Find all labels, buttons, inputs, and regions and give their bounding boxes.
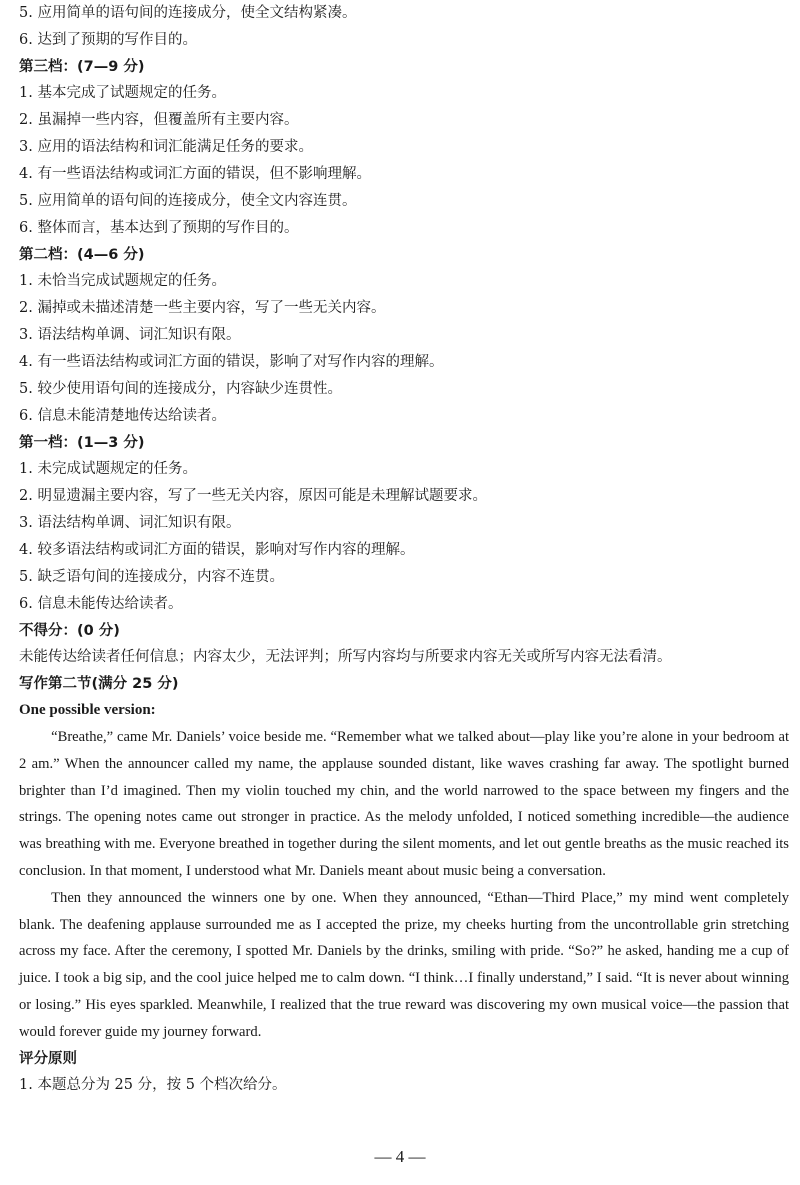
criteria-line: 5. 较少使用语句间的连接成分，内容缺少连贯性。 <box>19 381 342 397</box>
criteria-line: 2. 明显遗漏主要内容，写了一些无关内容，原因可能是未理解试题要求。 <box>19 488 487 504</box>
tier4-tail <box>19 0 789 54</box>
criteria-line: 4. 有一些语法结构或词汇方面的错误，影响了对写作内容的理解。 <box>19 354 444 370</box>
page-number: — 4 — <box>374 1147 426 1166</box>
grading-line: 1. 本题总分为 25 分，按 5 个档次给分。 <box>19 1076 287 1093</box>
criteria-line: 2. 虽漏掉一些内容，但覆盖所有主要内容。 <box>19 112 299 128</box>
criteria-line: 未能传达给读者任何信息；内容太少，无法评判；所写内容均与所要求内容无关或所写内容无法看清。 <box>19 649 672 665</box>
tier3-heading: 第三档：(7—9 分) <box>19 59 145 75</box>
criteria-line: 1. 未完成试题规定的任务。 <box>19 461 197 477</box>
tier0-section <box>19 618 789 671</box>
document-page <box>19 0 789 1099</box>
criteria-line: 6. 达到了预期的写作目的。 <box>19 32 197 48</box>
criteria-line: 3. 语法结构单调、词汇知识有限。 <box>19 515 241 531</box>
criteria-line: 4. 较多语法结构或词汇方面的错误，影响对写作内容的理解。 <box>19 542 415 558</box>
criteria-line: 2. 漏掉或未描述清楚一些主要内容，写了一些无关内容。 <box>19 300 386 316</box>
criteria-line: 6. 信息未能传达给读者。 <box>19 596 183 612</box>
grading-section <box>19 1046 789 1099</box>
criteria-line: 3. 应用的语法结构和词汇能满足任务的要求。 <box>19 139 313 155</box>
essay-paragraph-1: “Breathe,” came Mr. Daniels’ voice beside me. “Remember what we talked about—play like you’re alone in your bedroom at 2 am.” When the announcer called my name, the applause sounded distant, like waves crashing far away. The spotlight burned brighter than I’d imagined. Then my violin touched my chin, and the world narrowed to the space between my fingers and the strings. The opening notes came out stronger in practice. As the melody unfolded, I noticed something incredible—the audience was breathing with me. Everyone breathed in together during the silent moments, and let out gentle breaths as the music reached its conclusion. In that moment, I understood what Mr. Daniels meant about music being a conversation. <box>19 729 789 879</box>
criteria-line: 5. 应用简单的语句间的连接成分，使全文结构紧凑。 <box>19 5 357 21</box>
criteria-line: 5. 缺乏语句间的连接成分，内容不连贯。 <box>19 569 284 585</box>
writing-section-2 <box>19 671 789 1046</box>
criteria-line: 3. 语法结构单调、词汇知识有限。 <box>19 327 241 343</box>
tier2-heading: 第二档：(4—6 分) <box>19 247 145 263</box>
tier1-heading: 第一档：(1—3 分) <box>19 435 145 451</box>
tier1-section <box>19 430 789 618</box>
criteria-line: 5. 应用简单的语句间的连接成分，使全文内容连贯。 <box>19 193 357 209</box>
version-label: One possible version: <box>19 702 156 718</box>
criteria-line: 1. 未恰当完成试题规定的任务。 <box>19 273 226 289</box>
criteria-line: 4. 有一些语法结构或词汇方面的错误，但不影响理解。 <box>19 166 371 182</box>
criteria-line: 6. 整体而言，基本达到了预期的写作目的。 <box>19 220 299 236</box>
section2-heading: 写作第二节(满分 25 分) <box>19 676 179 692</box>
criteria-line: 1. 基本完成了试题规定的任务。 <box>19 85 226 101</box>
grading-heading: 评分原则 <box>19 1050 77 1067</box>
criteria-line: 6. 信息未能清楚地传达给读者。 <box>19 408 226 424</box>
tier3-section <box>19 54 789 242</box>
tier0-heading: 不得分：(0 分) <box>19 623 120 639</box>
essay-paragraph-2: Then they announced the winners one by one. When they announced, “Ethan—Third Place,” my mind went completely blank. The deafening applause surrounded me as I accepted the prize, my cheeks hurting from the uncontrollable grin stretching across my face. After the ceremony, I spotted Mr. Daniels by the drinks, smiling with pride. “So?” he asked, handing me a cup of juice. I took a big sip, and the cool juice helped me to calm down. “I think…I finally understand,” I said. “It is never about winning or losing.” His eyes sparkled. Meanwhile, I realized that the true reward was discovering my own musical voice—the passion that would forever guide my journey forward. <box>19 889 789 1040</box>
tier2-section <box>19 242 789 430</box>
